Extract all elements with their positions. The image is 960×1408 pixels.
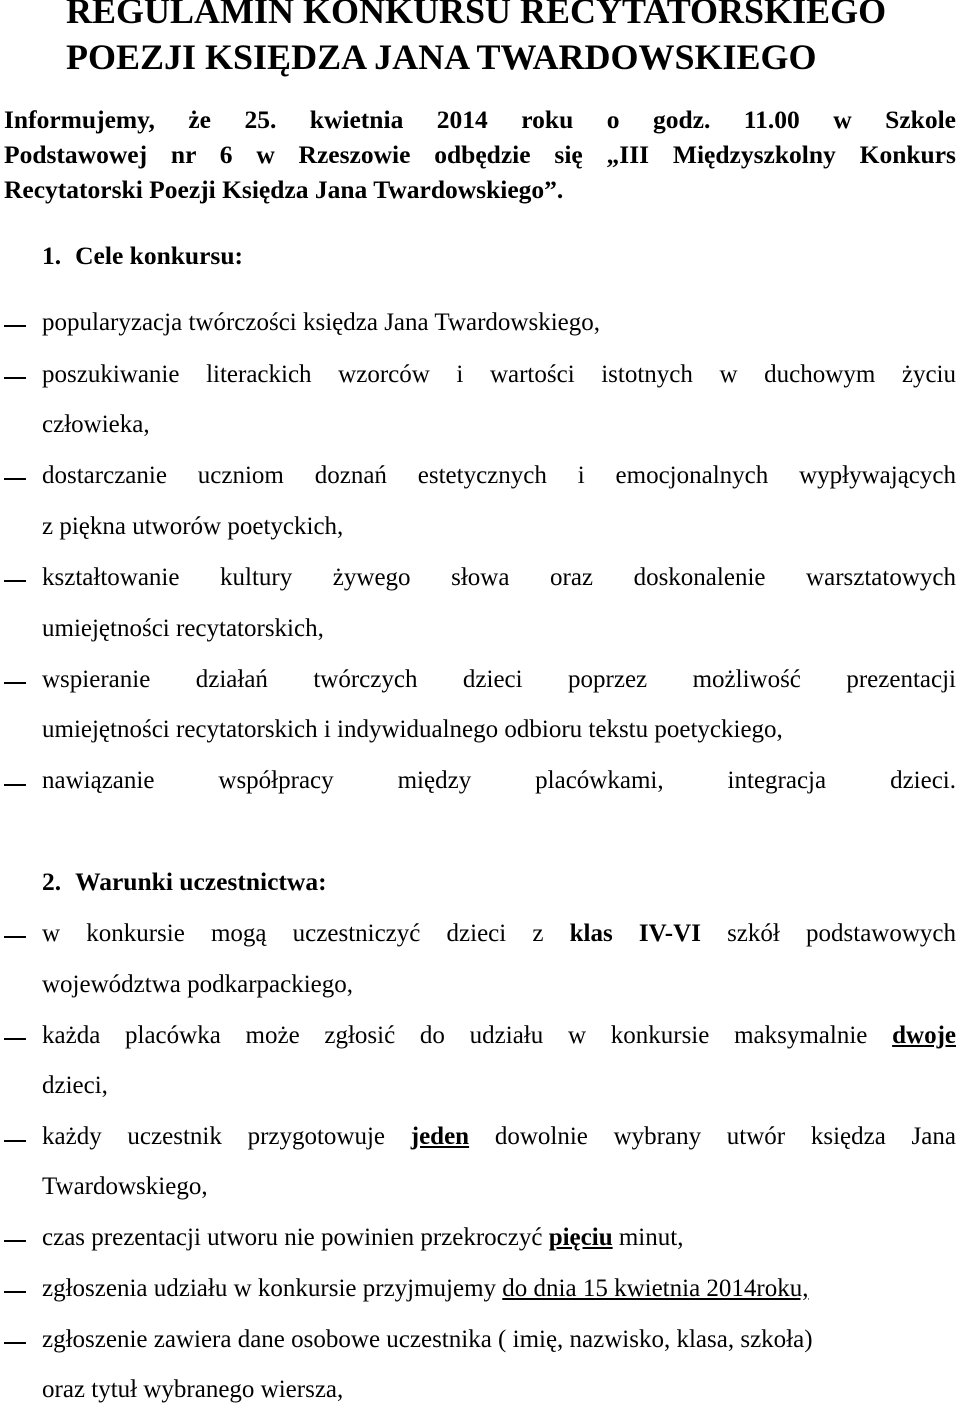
- intro-line: Recytatorski Poezji Księdza Jana Twardowskiego”.: [4, 175, 564, 204]
- list-item-continuation: umiejętności recytatorskich,: [42, 615, 324, 642]
- section-number: 1.: [42, 241, 62, 270]
- list-item-continuation: z piękna utworów poetyckich,: [42, 513, 344, 540]
- list-item: wspieranie działań twórczych dzieci poprzez możliwość prezentacji: [42, 666, 956, 693]
- item-text: dowolnie wybrany utwór księdza Jana: [469, 1123, 956, 1150]
- item-text: każdy uczestnik przygotowuje: [42, 1123, 411, 1150]
- item-text: czas prezentacji utworu nie powinien przekroczyć: [42, 1224, 549, 1251]
- document-title-line-1: REGULAMIN KONKURSU RECYTATORSKIEGO: [66, 0, 887, 31]
- list-item: [42, 1222, 956, 1254]
- dash-bullet: [4, 325, 26, 327]
- section-title: Warunki uczestnictwa:: [75, 867, 327, 896]
- item-underlined-text: jeden: [410, 1123, 470, 1150]
- list-item: poszukiwanie literackich wzorców i wartości istotnych w duchowym życiu: [42, 361, 956, 388]
- list-item-continuation: dzieci,: [42, 1072, 108, 1099]
- list-item: [42, 1121, 956, 1153]
- list-item: [42, 918, 956, 950]
- dash-bullet: [4, 1291, 26, 1293]
- dash-bullet: [4, 580, 26, 582]
- list-item: dostarczanie uczniom doznań estetycznych i emocjonalnych wypływających: [42, 462, 956, 489]
- item-text: zgłoszenia udziału w konkursie przyjmujemy: [42, 1275, 503, 1302]
- dash-bullet: [4, 682, 26, 684]
- dash-bullet: [4, 784, 26, 786]
- dash-bullet: [4, 1140, 26, 1142]
- dash-bullet: [4, 377, 26, 379]
- item-text: każda placówka może zgłosić do udziału w konkursie maksymalnie: [42, 1022, 893, 1049]
- list-item-continuation: Twardowskiego,: [42, 1173, 208, 1200]
- document-title-line-2: POEZJI KSIĘDZA JANA TWARDOWSKIEGO: [66, 37, 817, 77]
- list-item-continuation: człowieka,: [42, 411, 150, 438]
- item-text: w konkursie mogą uczestniczyć dzieci z: [42, 920, 570, 947]
- list-item-continuation: oraz tytuł wybranego wiersza,: [42, 1376, 344, 1403]
- list-item-continuation: umiejętności recytatorskich i indywidualnego odbioru tekstu poetyckiego,: [42, 716, 783, 743]
- list-item: nawiązanie współpracy między placówkami, integracja dzieci.: [42, 767, 956, 794]
- item-bold-text: klas IV-VI: [569, 920, 701, 947]
- list-item: popularyzacja twórczości księdza Jana Twardowskiego,: [42, 309, 600, 336]
- item-text: minut,: [612, 1224, 684, 1251]
- list-item: zgłoszenie zawiera dane osobowe uczestnika ( imię, nazwisko, klasa, szkoła): [42, 1326, 813, 1353]
- section-title: Cele konkursu:: [75, 241, 244, 270]
- list-item-continuation: województwa podkarpackiego,: [42, 971, 353, 998]
- dash-bullet: [4, 478, 26, 480]
- dash-bullet: [4, 1342, 26, 1344]
- item-underlined-text: dwoje: [892, 1022, 956, 1049]
- dash-bullet: [4, 1038, 26, 1040]
- intro-line: Informujemy, że 25. kwietnia 2014 roku o godz. 11.00 w Szkole: [4, 105, 956, 134]
- section-1-heading: [42, 240, 243, 272]
- intro-paragraph: [4, 102, 956, 207]
- intro-line: Podstawowej nr 6 w Rzeszowie odbędzie się „III Międzyszkolny Konkurs: [4, 140, 956, 169]
- item-text: szkół podstawowych: [700, 920, 956, 947]
- list-item: [42, 1273, 956, 1305]
- dash-bullet: [4, 1240, 26, 1242]
- section-number: 2.: [42, 867, 62, 896]
- list-item: kształtowanie kultury żywego słowa oraz doskonalenie warsztatowych: [42, 564, 956, 591]
- item-underlined-text: do dnia 15 kwietnia 2014roku,: [502, 1275, 809, 1302]
- section-2-heading: [42, 866, 327, 898]
- list-item: [42, 1020, 956, 1052]
- item-underlined-text: pięciu: [548, 1224, 613, 1251]
- dash-bullet: [4, 936, 26, 938]
